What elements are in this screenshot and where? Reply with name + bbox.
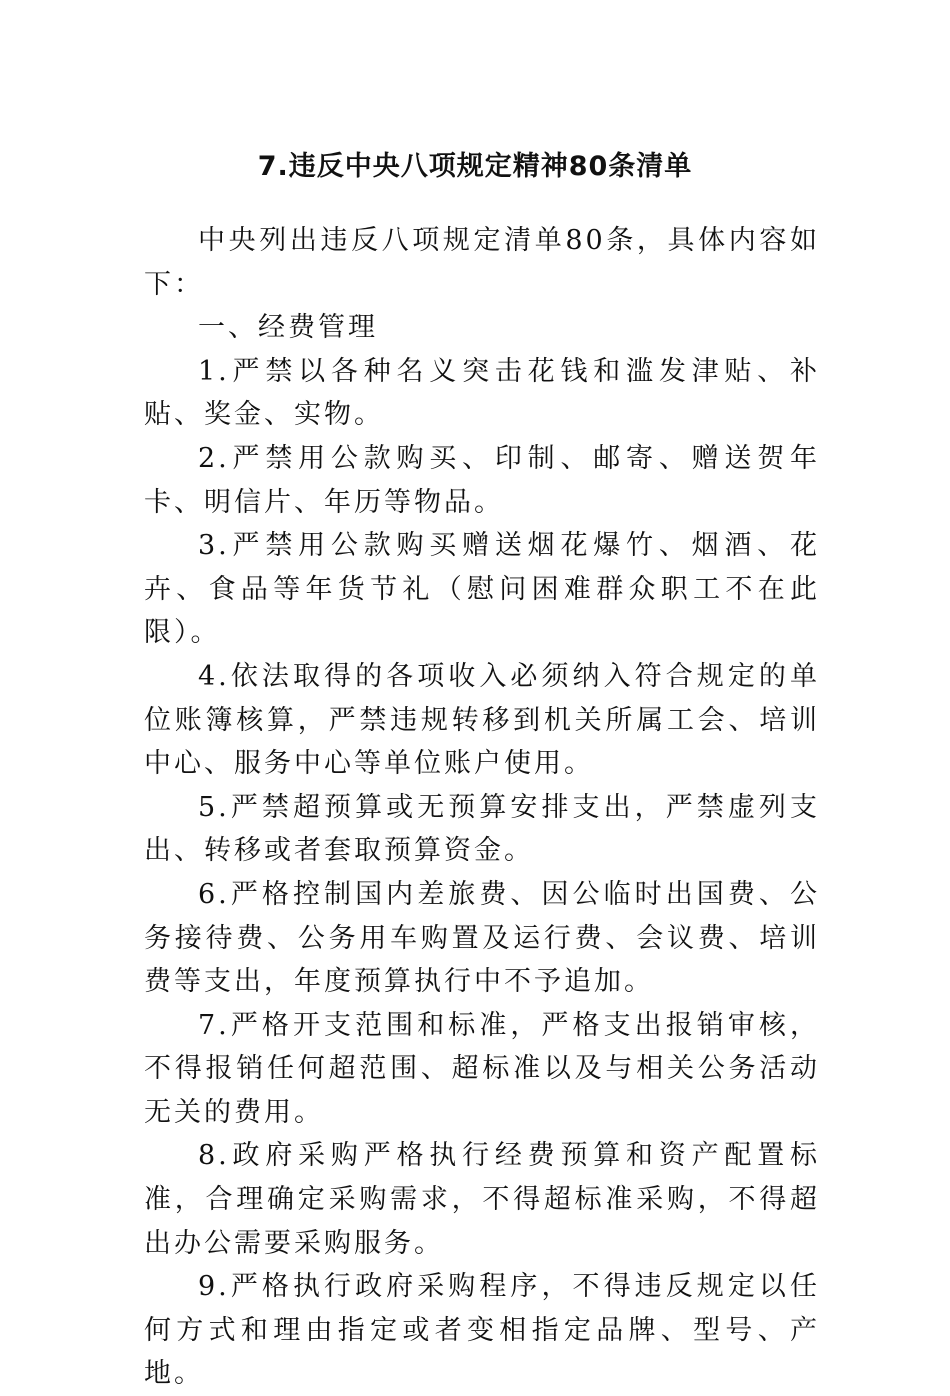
list-item: 3.严禁用公款购买赠送烟花爆竹、烟酒、花卉、食品等年货节礼（慰问困难群众职工不在此限）。 [144, 530, 820, 649]
list-item: 7.严格开支范围和标准，严格支出报销审核，不得报销任何超范围、超标准以及与相关公务活动无关的费用。 [144, 1009, 820, 1128]
intro-paragraph: 中央列出违反八项规定清单80条，具体内容如下： [144, 225, 820, 300]
list-item: 6.严格控制国内差旅费、因公临时出国费、公务接待费、公务用车购置及运行费、会议费、培训费等支出，年度预算执行中不予追加。 [144, 878, 820, 998]
list-item: 4.依法取得的各项收入必须纳入符合规定的单位账簿核算，严禁违规转移到机关所属工会、培训中心、服务中心等单位账户使用。 [144, 660, 820, 780]
list-item: 8.政府采购严格执行经费预算和资产配置标准，合理确定采购需求，不得超标准采购，不得超出办公需要采购服务。 [144, 1140, 820, 1259]
list-item: 9.严格执行政府采购程序，不得违反规定以任何方式和理由指定或者变相指定品牌、型号、产地。 [144, 1271, 820, 1390]
document-body [144, 219, 820, 1396]
section-heading: 一、经费管理 [198, 312, 378, 344]
list-item: 5.严禁超预算或无预算安排支出，严禁虚列支出、转移或者套取预算资金。 [144, 791, 820, 867]
document-title: 7.违反中央八项规定精神80条清单 [257, 151, 693, 182]
list-item: 1.严禁以各种名义突击花钱和滥发津贴、补贴、奖金、实物。 [144, 355, 820, 431]
list-item: 2.严禁用公款购买、印制、邮寄、赠送贺年卡、明信片、年历等物品。 [144, 442, 820, 518]
